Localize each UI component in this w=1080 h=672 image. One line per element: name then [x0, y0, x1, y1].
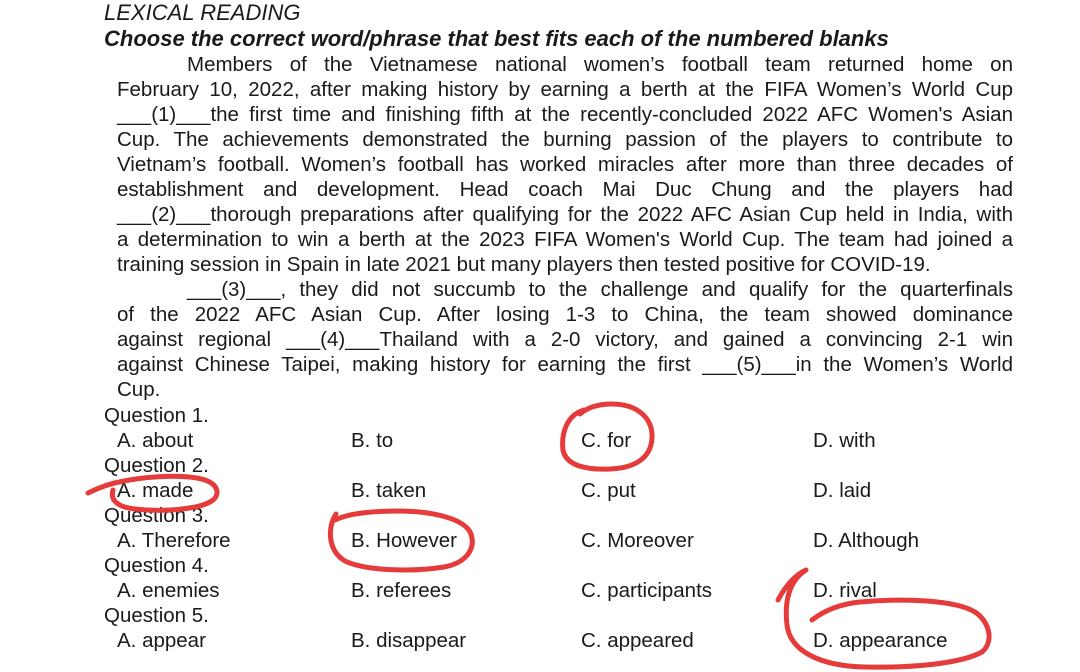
passage-line: against Chinese Taipei, making history for earning the first ___(5)___in the Women’s World — [117, 353, 1013, 376]
q2-option-a[interactable]: A. made — [117, 479, 194, 502]
passage-line: of the 2022 AFC Asian Cup. After losing 1-3 to China, the team showed dominance — [117, 303, 1013, 326]
q5-option-a[interactable]: A. appear — [117, 629, 206, 652]
q2-option-b[interactable]: B. taken — [351, 479, 427, 502]
question-3-label: Question 3. — [104, 504, 209, 527]
passage-line: ___(2)___thorough preparations after qualifying for the 2022 AFC Asian Cup held in India, with — [117, 203, 1013, 226]
passage-line: Members of the Vietnamese national women’s football team returned home on — [187, 53, 1013, 76]
q5-option-c[interactable]: C. appeared — [581, 629, 694, 652]
q4-option-a[interactable]: A. enemies — [117, 579, 220, 602]
passage-line: training session in Spain in late 2021 but many players then tested positive for COVID-19. — [117, 253, 931, 276]
passage-line: ___(3)___, they did not succumb to the challenge and qualify for the quarterfinals — [187, 278, 1013, 301]
q3-option-d[interactable]: D. Although — [813, 529, 919, 552]
q1-option-a[interactable]: A. about — [117, 429, 194, 452]
q3-option-b[interactable]: B. However — [351, 529, 457, 552]
passage-line: a determination to win a berth at the 2023 FIFA Women's World Cup. The team had joined a — [117, 228, 1013, 251]
q5-option-b[interactable]: B. disappear — [351, 629, 467, 652]
section-heading: LEXICAL READING — [104, 0, 301, 25]
q4-option-d[interactable]: D. rival — [813, 579, 877, 602]
question-4-label: Question 4. — [104, 554, 209, 577]
instruction-heading: Choose the correct word/phrase that best fits each of the numbered blanks — [104, 26, 889, 51]
passage-line: February 10, 2022, after making history by earning a berth at the FIFA Women’s World Cup — [117, 78, 1013, 101]
passage-line: ___(1)___the first time and finishing fifth at the recently-concluded 2022 AFC Women's Asian — [117, 103, 1013, 126]
q1-option-d[interactable]: D. with — [813, 429, 876, 452]
q4-option-b[interactable]: B. referees — [351, 579, 452, 602]
passage — [117, 52, 1013, 402]
q3-option-a[interactable]: A. Therefore — [117, 529, 231, 552]
question-2-label: Question 2. — [104, 454, 209, 477]
question-1-label: Question 1. — [104, 404, 209, 427]
q4-option-c[interactable]: C. participants — [581, 579, 713, 602]
q5-option-d[interactable]: D. appearance — [813, 629, 948, 652]
q3-option-c[interactable]: C. Moreover — [581, 529, 694, 552]
q2-option-d[interactable]: D. laid — [813, 479, 872, 502]
question-5-label: Question 5. — [104, 604, 209, 627]
passage-line: Cup. — [117, 378, 161, 401]
q1-option-b[interactable]: B. to — [351, 429, 394, 452]
passage-line: Vietnam’s football. Women’s football has worked miracles after more than three decades of — [117, 153, 1013, 176]
passage-line: Cup. The achievements demonstrated the burning passion of the players to contribute to — [117, 128, 1013, 151]
q2-option-c[interactable]: C. put — [581, 479, 636, 502]
q1-option-c[interactable]: C. for — [581, 429, 632, 452]
passage-line: establishment and development. Head coach Mai Duc Chung and the players had — [117, 178, 1013, 201]
passage-line: against regional ___(4)___Thailand with a 2-0 victory, and gained a convincing 2-1 win — [117, 328, 1013, 351]
